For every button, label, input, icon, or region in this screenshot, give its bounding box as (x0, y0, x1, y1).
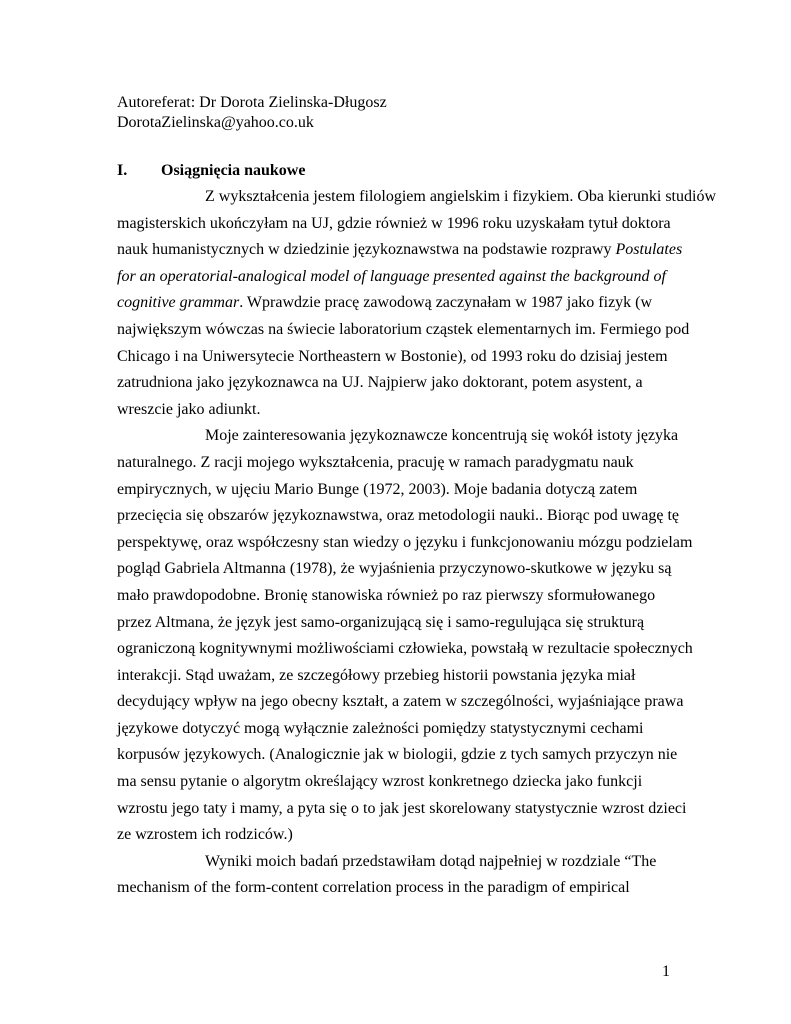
paragraph-line: empirycznych, w ujęciu Mario Bunge (1972, 2003). Moje badania dotyczą zatem (117, 480, 638, 498)
author-email: DorotaZielinska@yahoo.co.uk (117, 114, 314, 131)
section-heading (117, 161, 677, 181)
dissertation-title-continued: for an operatorial-analogical model of language presented against the background of (117, 267, 666, 285)
paragraph-line: pogląd Gabriela Altmanna (1978), że wyjaśnienia przyczynowo-skutkowe w języku są (117, 560, 672, 578)
paragraph-line: ze wzrostem ich rodziców.) (117, 826, 293, 844)
section-number: I. (117, 162, 128, 179)
section-title: Osiągnięcia naukowe (161, 162, 306, 179)
paragraph-line: Chicago i na Uniwersytecie Northeastern w Bostonie), od 1993 roku do dzisiaj jestem (117, 347, 668, 365)
paragraph-line: Wyniki moich badań przedstawiłam dotąd najpełniej w rozdziale “The (205, 852, 657, 870)
paragraph-line (117, 237, 683, 264)
paragraph-line: ograniczoną kognitywnymi możliwościami człowieka, powstałą w rezultacie społecznych (117, 640, 693, 658)
paragraph-line: mechanism of the form-content correlation process in the paradigm of empirical (117, 879, 630, 897)
paragraph-line: interakcji. Stąd uważam, ze szczegółowy przebieg historii powstania języka miał (117, 666, 636, 684)
paragraph-line: zatrudniona jako językoznawca na UJ. Najpierw jako doktorant, potem asystent, a (117, 374, 643, 392)
paragraph-line: przez Altmana, że język jest samo-organizującą się i samo-regulująca się strukturą (117, 613, 645, 631)
dissertation-title-start: Postulates (615, 241, 683, 259)
paragraph-line: ma sensu pytanie o algorytm określający wzrost konkretnego dziecka jako funkcji (117, 773, 643, 791)
paragraph-line: największym wówczas na świecie laboratorium cząstek elementarnych im. Fermiego pod (117, 320, 690, 338)
page-number: 1 (662, 963, 670, 980)
paragraph-results (117, 849, 677, 902)
paragraph-line: Moje zainteresowania językoznawcze koncentrują się wokół istoty języka (205, 427, 679, 445)
author-line: Autoreferat: Dr Dorota Zielinska-Długosz (117, 94, 387, 111)
paragraph-education (117, 184, 716, 423)
dissertation-title-end: cognitive grammar (117, 294, 240, 312)
paragraph-line: językowe dotyczyć mogą wyłącznie zależności pomiędzy statystycznymi cechami (117, 719, 644, 737)
paragraph-line: Z wykształcenia jestem filologiem angielskim i fizykiem. Oba kierunki studiów (205, 188, 716, 205)
paragraph-line: perspektywę, oraz współczesny stan wiedzy o języku i funkcjonowaniu mózgu podzielam (117, 533, 693, 551)
paragraph-line (117, 290, 677, 317)
paragraph-line: wzrostu jego taty i mamy, a pyta się o to jak jest skorelowany statystycznie wzrost dzieci (117, 799, 687, 817)
paragraph-line: przecięcia się obszarów językoznawstwa, oraz metodologii nauki.. Biorąc pod uwagę tę (117, 507, 680, 525)
paragraph-line (117, 264, 677, 291)
paragraph-interests (117, 423, 693, 849)
paragraph-line: korpusów językowych. (Analogicznie jak w biologii, gdzie z tych samych przyczyn nie (117, 746, 678, 764)
line-text: nauk humanistycznych w dziedzinie językoznawstwa na podstawie rozprawy (117, 241, 616, 259)
paragraph-line: decydujący wpływ na jego obecny kształt, a zatem w szczególności, wyjaśniające prawa (117, 693, 684, 711)
paragraph-line: magisterskich ukończyłam na UJ, gdzie również w 1996 roku uzyskałam tytuł doktora (117, 214, 671, 232)
page-content (117, 93, 716, 902)
paragraph-line: mało prawdopodobne. Bronię stanowiska również po raz pierwszy sformułowanego (117, 586, 656, 604)
paragraph-line: naturalnego. Z racji mojego wykształcenia, pracuję w ramach paradygmatu nauk (117, 453, 634, 471)
line-text: . Wprawdzie pracę zawodową zaczynałam w 1987 jako fizyk (w (239, 294, 653, 312)
paragraph-line: wreszcie jako adiunkt. (117, 400, 261, 418)
